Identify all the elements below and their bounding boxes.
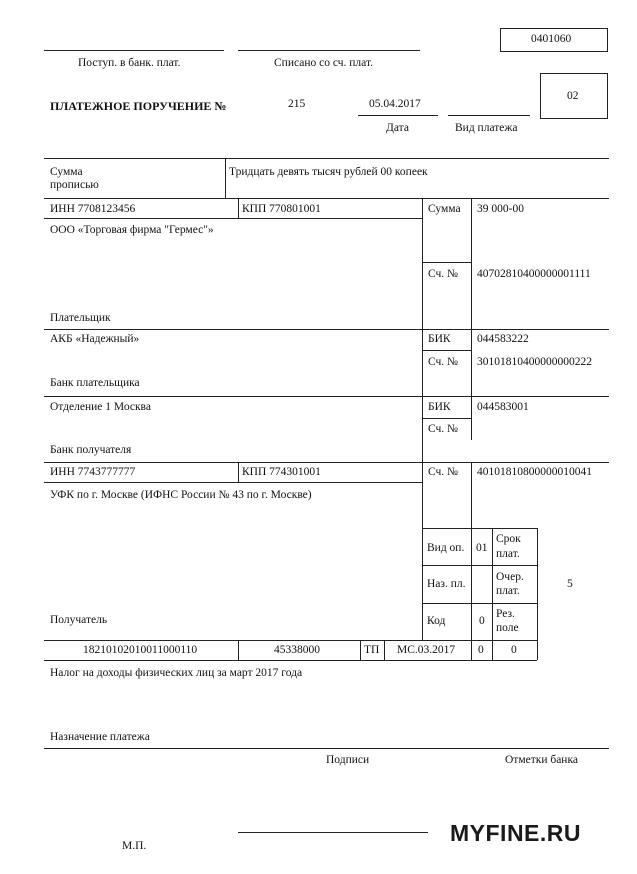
tax-doc-date: 0 bbox=[511, 644, 517, 656]
op-type-label: Вид оп. bbox=[427, 542, 465, 554]
payer-name: ООО «Торговая фирма "Гермес"» bbox=[50, 224, 214, 236]
priority-label-2: плат. bbox=[496, 585, 520, 597]
signature-line bbox=[238, 832, 428, 833]
recipient-bank-bik-label: БИК bbox=[428, 401, 451, 413]
payer-account-label: Сч. № bbox=[428, 268, 459, 280]
reserve-label-1: Рез. bbox=[496, 608, 515, 620]
recipient-account-value: 40101810800000010041 bbox=[477, 466, 592, 478]
term-label-2: плат. bbox=[496, 548, 520, 560]
debited-line bbox=[238, 50, 420, 51]
recipient-account-label: Сч. № bbox=[428, 466, 459, 478]
received-line bbox=[44, 50, 224, 51]
payer-account-value: 40702810400000001111 bbox=[477, 268, 591, 280]
recipient-bank-label: Банк получателя bbox=[50, 444, 132, 456]
document-date: 05.04.2017 bbox=[369, 98, 421, 110]
sum-label: Сумма bbox=[428, 203, 461, 215]
code-value: 0 bbox=[479, 615, 485, 627]
amount-words-label-1: Сумма bbox=[50, 166, 83, 178]
tax-basis: ТП bbox=[364, 644, 380, 656]
op-type-value: 01 bbox=[476, 542, 488, 554]
term-label-1: Срок bbox=[496, 533, 521, 545]
myfine-watermark-logo: MYFINE.RU bbox=[450, 820, 581, 846]
payment-type-label: Вид платежа bbox=[455, 122, 518, 134]
form-code: 0401060 bbox=[531, 33, 572, 45]
recipient-bank-name: Отделение 1 Москва bbox=[50, 401, 151, 413]
payer-bank-bik-value: 044583222 bbox=[477, 333, 529, 345]
code-label: Код bbox=[427, 615, 446, 627]
payment-purpose-label: Назначение платежа bbox=[50, 731, 150, 743]
sum-value: 39 000-00 bbox=[477, 203, 524, 215]
priority-value: 5 bbox=[567, 578, 573, 590]
payer-kpp: КПП 770801001 bbox=[242, 203, 321, 215]
purpose-code-label: Наз. пл. bbox=[427, 578, 466, 590]
reserve-label-2: поле bbox=[496, 622, 519, 634]
received-label: Поступ. в банк. плат. bbox=[78, 57, 181, 69]
tax-oktmo: 45338000 bbox=[274, 644, 320, 656]
form-top-line bbox=[44, 158, 609, 159]
tax-period: МС.03.2017 bbox=[397, 644, 456, 656]
amount-words-label-2: прописью bbox=[50, 179, 99, 191]
payment-purpose-text: Налог на доходы физических лиц за март 2017 года bbox=[50, 667, 303, 679]
payer-inn: ИНН 7708123456 bbox=[50, 203, 136, 215]
recipient-label: Получатель bbox=[50, 614, 108, 626]
payer-bank-name: АКБ «Надежный» bbox=[50, 333, 140, 345]
payer-bank-label: Банк плательщика bbox=[50, 377, 140, 389]
signatures-label: Подписи bbox=[326, 754, 370, 766]
payer-label: Плательщик bbox=[50, 312, 111, 324]
payer-bank-account-value: 30101810400000000222 bbox=[477, 356, 592, 368]
tax-kbk: 18210102010011000110 bbox=[83, 644, 198, 656]
amount-in-words: Тридцать девять тысяч рублей 00 копеек bbox=[229, 166, 428, 178]
date-line bbox=[358, 115, 438, 116]
recipient-bank-bik-value: 044583001 bbox=[477, 401, 529, 413]
document-title: ПЛАТЕЖНОЕ ПОРУЧЕНИЕ № bbox=[50, 99, 227, 113]
date-label: Дата bbox=[386, 122, 409, 134]
recipient-inn: ИНН 7743777777 bbox=[50, 466, 136, 478]
recipient-name: УФК по г. Москве (ИФНС России № 43 по г. Москве) bbox=[50, 489, 312, 501]
document-number: 215 bbox=[288, 98, 306, 110]
recipient-bank-account-label: Сч. № bbox=[428, 423, 459, 435]
tax-doc-number: 0 bbox=[478, 644, 484, 656]
priority-label-1: Очер. bbox=[496, 571, 524, 583]
payer-bank-bik-label: БИК bbox=[428, 333, 451, 345]
debited-label: Списано со сч. плат. bbox=[274, 57, 373, 69]
recipient-kpp: КПП 774301001 bbox=[242, 466, 321, 478]
bank-marks-label: Отметки банка bbox=[505, 754, 578, 766]
payment-type-line bbox=[448, 115, 530, 116]
payer-bank-account-label: Сч. № bbox=[428, 356, 459, 368]
status-code: 02 bbox=[567, 90, 579, 102]
stamp-label: М.П. bbox=[122, 840, 147, 852]
